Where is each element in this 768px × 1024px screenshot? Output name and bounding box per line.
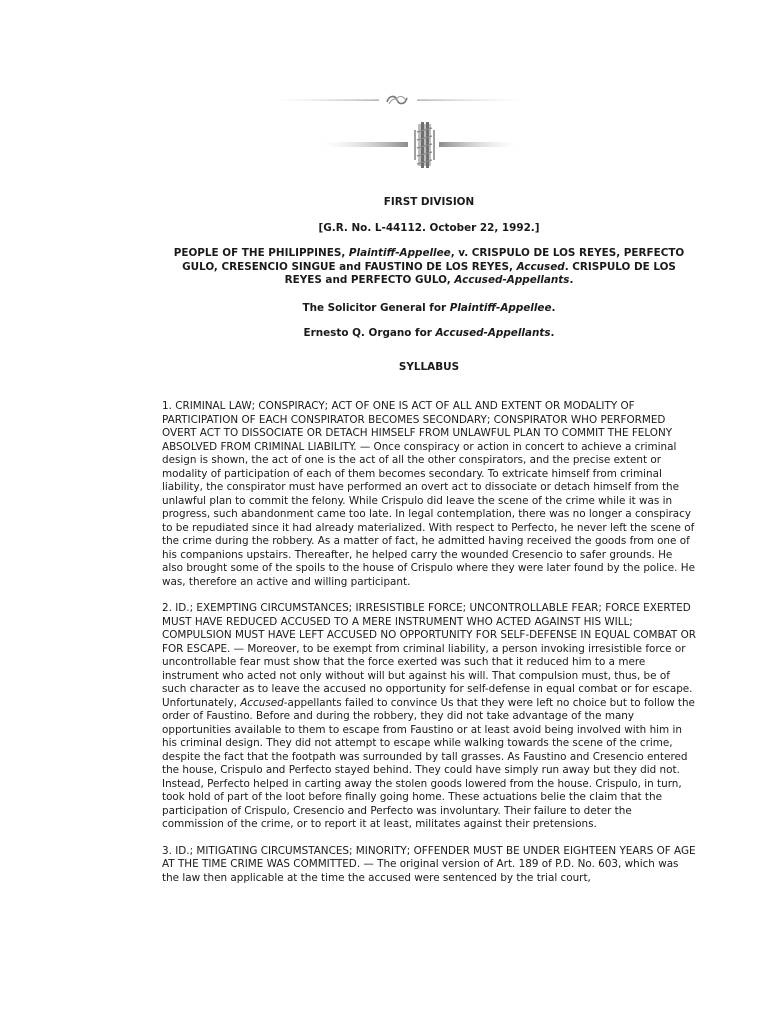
syllabus-paragraph-3: 3. ID.; MITIGATING CIRCUMSTANCES; MINORITY; OFFENDER MUST BE UNDER EIGHTEEN YEARS OF AGE AT THE TIME CRIME WAS COMMITTED. — The original version of Art. 189 of P.D. No. 603, which was the law then applicable at the time the accused were sentenced by the trial court, <box>162 844 696 884</box>
defense-counsel <box>162 327 696 341</box>
syllabus-p2-text-b: -appellants failed to convince Us that they were left no choice but to follow the order of Faustino. Before and during the robbery, they did not take advantage of the many opportunities available to them to escape from Faustino or at least avoid being involved with him in his criminal design. They did not attempt to escape while walking towards the scene of the crime, despite the fact that the footpath was surrounded by tall grasses. As Faustino and Cresencio entered the house, Crispulo and Perfecto stayed behind. They could have simply run away but they did not. Instead, Perfecto helped in carting away the stolen goods lowered from the house. Crispulo, in turn, took hold of part of the loot before finally going home. These actuations belie the claim that the participation of Crispulo, Cresencio and Perfecto was involuntary. Their failure to deter the commission of the crime, or to report it at least, militates against their pretensions. <box>162 696 695 830</box>
case-number: [G.R. No. L-44112. October 22, 1992.] <box>318 221 540 234</box>
solicitor-prefix: The Solicitor General for <box>302 301 450 314</box>
syllabus-p2-text-a: 2. ID.; EXEMPTING CIRCUMSTANCES; IRRESISTIBLE FORCE; UNCONTROLLABLE FEAR; FORCE EXERTED MUST HAVE REDUCED ACCUSED TO A MERE INSTRUMENT WHO ACTED AGAINST HIS WILL; COMPULSION MUST HAVE LEFT ACCUSED NO OPPORTUNITY FOR SELF-DEFENSE IN EQUAL COMBAT OR FOR ESCAPE. — Moreover, to be exempt from criminal liability, a person invoking irresistible force or uncontrollable fear must show that the force exerted was such that it reduced him to a mere instrument who acted not only without will but against his will. That compulsion must, thus, be of such character as to leave the accused no opportunity for self-defense in equal combat or for escape. Unfortunately, <box>162 602 696 709</box>
case-title <box>162 247 696 288</box>
parties-text-2: , v. CRISPULO DE LOS REYES, PERFECTO GULO, CRESENCIO SINGUE and FAUSTINO DE LOS REYES, <box>182 247 685 273</box>
parties-text-4: . <box>569 274 574 286</box>
syllabus-heading: SYLLABUS <box>398 360 460 373</box>
solicitor-suffix: . <box>551 301 556 314</box>
document-body <box>162 196 696 898</box>
parties-text-1: PEOPLE OF THE PHILIPPINES, <box>173 247 349 259</box>
parties-text-3: . CRISPULO DE LOS REYES and PERFECTO GULO, <box>284 260 676 286</box>
syllabus-paragraph-2 <box>162 602 696 832</box>
parties-role-1: Plaintiff-Appellee <box>348 247 451 259</box>
division-heading: FIRST DIVISION <box>383 196 475 208</box>
defense-prefix: Ernesto Q. Organo for <box>303 327 436 339</box>
syllabus-paragraph-1: 1. CRIMINAL LAW; CONSPIRACY; ACT OF ONE IS ACT OF ALL AND EXTENT OR MODALITY OF PARTICIPATION OF EACH CONSPIRATOR BECOMES SECONDARY; CONSPIRATOR WHO PERFORMED OVERT ACT TO DISSOCIATE OR DETACH HIMSELF FROM UNLAWFUL PLAN TO COMMIT THE FELONY ABSOLVED FROM CRIMINAL LIABILITY. — Once conspiracy or action in concert to achieve a criminal design is shown, the act of one is the act of all the other conspirators, and the precise extent or modality of participation of each of them becomes secondary. To extricate himself from criminal liability, the conspirator must have performed an overt act to dissociate or detach himself from the unlawful plan to commit the felony. While Crispulo did leave the scene of the crime while it was in progress, such abandonment came too late. In legal contemplation, there was no longer a conspiracy to be repudiated since it had already materialized. With respect to Perfecto, he never left the scene of the crime during the robbery. As a matter of fact, he admitted having received the goods from one of his companions upstairs. Thereafter, he helped carry the wounded Cresencio to safer grounds. He also brought some of the spoils to the house of Crispulo where they were later found by the police. He was, therefore an active and willing participant. <box>162 400 695 588</box>
solicitor-role: Plaintiff-Appellee <box>449 301 552 314</box>
ornament-divider-top <box>275 92 521 108</box>
syllabus-p2-italic: Accused <box>240 696 284 709</box>
defense-role: Accused-Appellants <box>435 327 551 339</box>
solicitor-counsel <box>162 302 696 316</box>
defense-suffix: . <box>550 327 555 339</box>
parties-role-2: Accused <box>516 260 565 273</box>
parties-role-3: Accused-Appellants <box>454 274 570 286</box>
ornament-divider-main <box>322 120 517 170</box>
